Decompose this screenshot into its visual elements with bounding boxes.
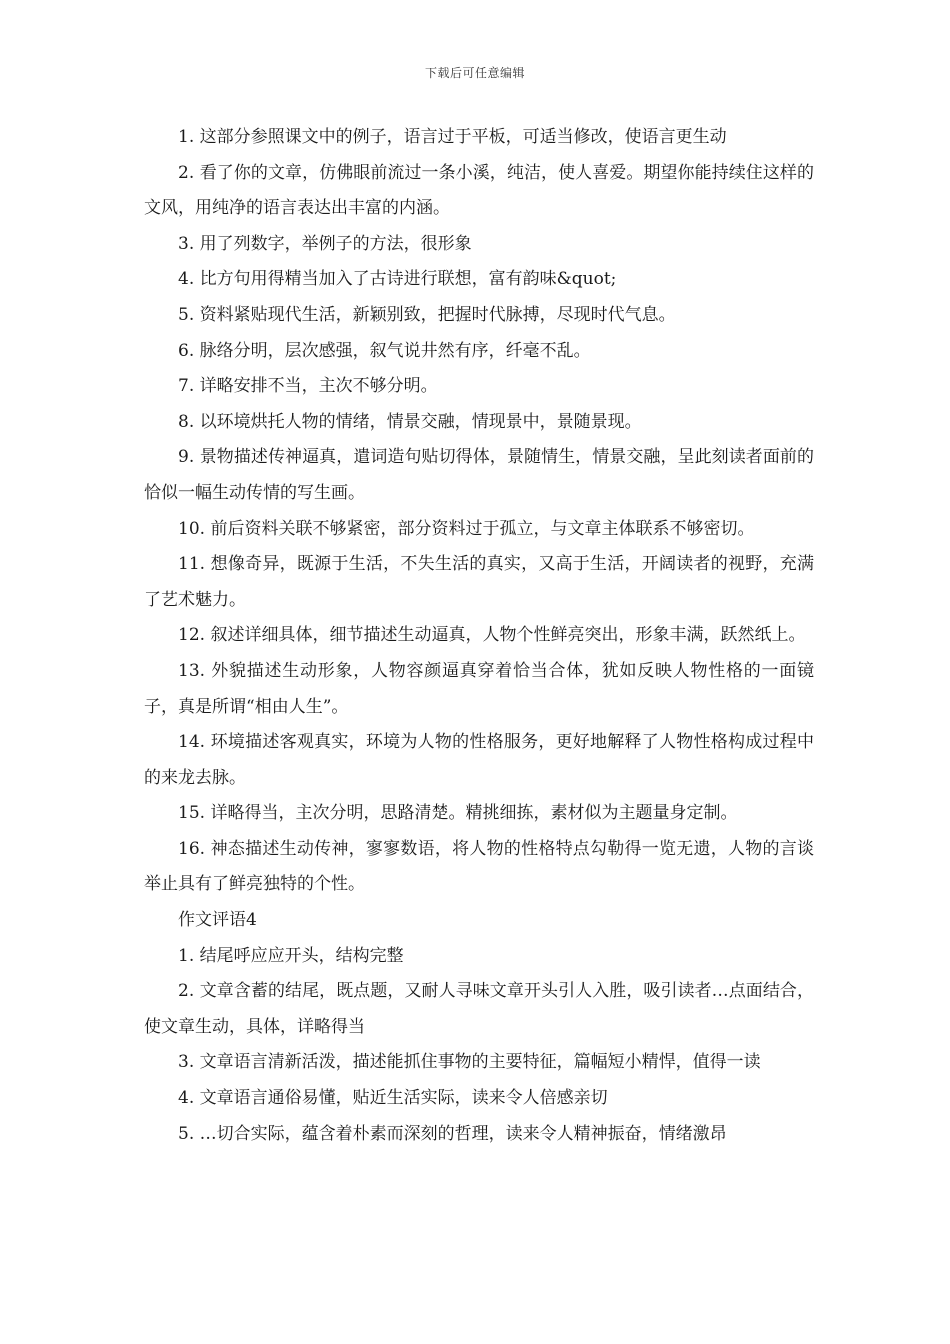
comment-item-3: 3. 用了列数字，举例子的方法，很形象 [178, 233, 472, 254]
page-header: 下载后可任意编辑 [424, 66, 525, 80]
comment-item-13: 13. 外貌描述生动形象，人物容颜逼真穿着恰当合体，犹如反映人物性格的一面镜子，真是所谓“相由人生”。 [144, 660, 814, 717]
section-heading: 作文评语4 [178, 910, 257, 931]
comment-item-15: 15. 详略得当，主次分明，思路清楚。精挑细拣，素材似为主题量身定制。 [178, 803, 738, 824]
comment-item-10: 10. 前后资料关联不够紧密，部分资料过于孤立，与文章主体联系不够密切。 [178, 518, 755, 539]
section-item-3: 3. 文章语言清新活泼，描述能抓住事物的主要特征，篇幅短小精悍，值得一读 [178, 1052, 761, 1073]
comment-item-8: 8. 以环境烘托人物的情绪，情景交融，情现景中，景随景现。 [178, 411, 642, 432]
section-item-5: 5. …切合实际，蕴含着朴素而深刻的哲理，读来令人精神振奋，情绪激昂 [178, 1123, 727, 1144]
comment-item-16: 16. 神态描述生动传神，寥寥数语，将人物的性格特点勾勒得一览无遗，人物的言谈举止具有了鲜亮独特的个性。 [144, 838, 814, 895]
comment-item-1: 1. 这部分参照课文中的例子，语言过于平板，可适当修改，使语言更生动 [178, 127, 727, 147]
section-item-4: 4. 文章语言通俗易懂，贴近生活实际，读来令人倍感亲切 [178, 1088, 608, 1109]
comment-item-7: 7. 详略安排不当，主次不够分明。 [178, 376, 438, 397]
comment-item-2: 2. 看了你的文章，仿佛眼前流过一条小溪，纯洁，使人喜爱。期望你能持续住这样的文风，用纯净的语言表达出丰富的内涵。 [144, 162, 814, 219]
section-item-1: 1. 结尾呼应应开头，结构完整 [178, 945, 404, 966]
section-item-2: 2. 文章含蓄的结尾，既点题，又耐人寻味文章开头引人入胜，吸引读者…点面结合，使文章生动，具体，详略得当 [144, 981, 814, 1037]
comment-item-9: 9. 景物描述传神逼真，遣词造句贴切得体，景随情生，情景交融，呈此刻读者面前的恰似一幅生动传情的写生画。 [144, 447, 814, 503]
comment-item-14: 14. 环境描述客观真实，环境为人物的性格服务，更好地解释了人物性格构成过程中的来龙去脉。 [144, 732, 814, 788]
comment-item-12: 12. 叙述详细具体，细节描述生动逼真，人物个性鲜亮突出，形象丰满，跃然纸上。 [178, 625, 806, 646]
comment-item-4: 4. 比方句用得精当加入了古诗进行联想，富有韵味&quot; [178, 269, 617, 290]
comment-item-6: 6. 脉络分明，层次感强，叙气说井然有序，纤毫不乱。 [178, 340, 591, 361]
comment-item-5: 5. 资料紧贴现代生活，新颖别致，把握时代脉搏，尽现时代气息。 [178, 304, 676, 325]
document-body [144, 120, 814, 1152]
comment-item-11: 11. 想像奇异，既源于生活，不失生活的真实，又高于生活，开阔读者的视野，充满了艺术魅力。 [144, 554, 814, 610]
